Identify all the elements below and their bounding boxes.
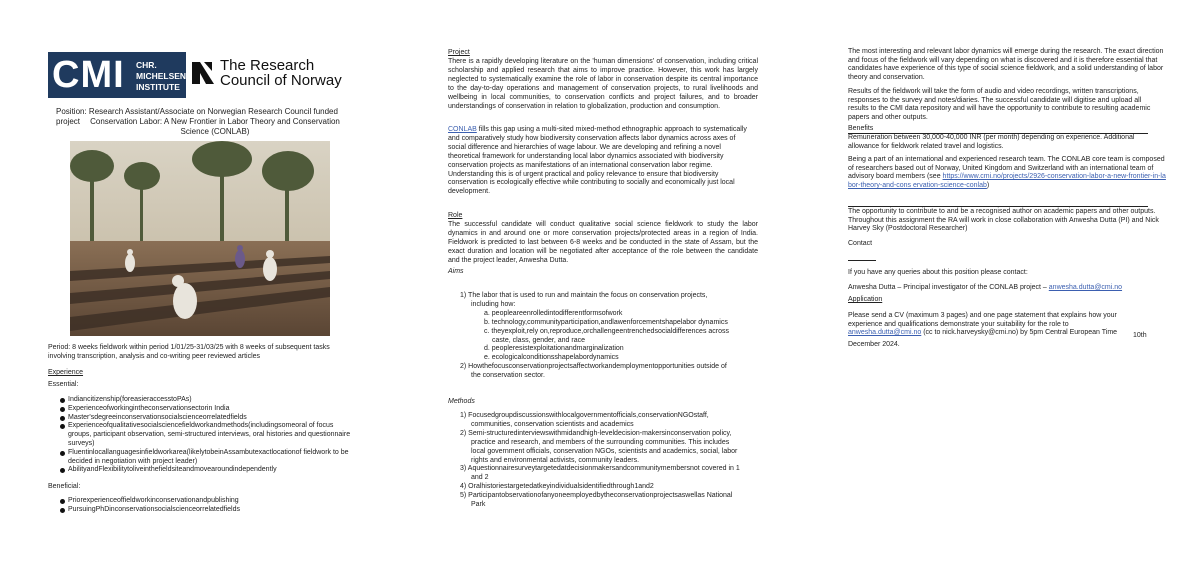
contact-heading: Contact [848,240,873,247]
conlab-paragraph: CONLAB fills this gap using a multi-sited mixed-method ethnographic approach to systematically and comparatively study how biodiversity conservation affects labor dynamics across axes of social difference and hierarchies of wage labour. We are developing and refining a novel theoretical framework for understanding local labor dynamics associated with biodiversity conservation projects as manifestations of an international conservation labor regime. Understanding this is of urgent practical and policy relevance to ensure that biodiversity conservation is ecologically effective while contributing to socially and economically just local development. [448,126,747,196]
benefits-heading: Benefits [848,125,874,132]
list-item: 1) Focusedgroupdiscussionswithlocalgovernmentofficials,conservationNGOstaff, communities, conservation scientists and academics [460,412,709,428]
essential-label: Essential: [48,381,79,388]
contact-person: Anwesha Dutta – Principal investigator of the CONLAB project – anwesha.dutta@cmi.no [848,284,1123,291]
list-item: 2) Howthefocusconservationprojectsaffectworkandemploymentopportunities outside of the conservation sector. [460,363,727,380]
right-column [800,0,1200,566]
project-page-link[interactable]: https://www.cmi.no/projects/2926-conservation-labor-a-new-frontier-in-labor-theory-and-cons ervation-science-conlab [848,173,1166,190]
cmi-logo-text: CMI [52,54,125,96]
list-item: AbilityandFlexibilitytoliveinthefieldsiteandmovearoundindependently [48,466,358,475]
deadline-day: 10th [1133,332,1147,339]
list-item: Experienceofworkingintheconservationsectorin India [48,405,358,414]
middle-column [400,0,800,566]
list-item: Master'sdegreeinconservationsocialscienceorrelatedfields [48,414,358,423]
essential-list [48,396,358,475]
results-paragraph: Results of the fieldwork will take the form of audio and video recordings, written transcriptions, responses to the survey and notes/diaries. The successful candidate will digitise and upload all results to the CMI data repository and will have the opportunity to contribute to resulting academic papers and other outputs. [848,88,1151,122]
contact-email-link[interactable]: anwesha.dutta@cmi.no [1048,284,1123,291]
cmi-logo-subtext: CHR. MICHELSEN INSTITUTE [136,60,187,92]
list-item: Experienceofqualitativesocialsciencefieldworkandmethods(includingsomeoral of focus groups, participant observation, semi-structured interviews, oral histories and questionnaire surveys) [48,422,358,448]
aims-list [460,292,730,381]
team-paragraph: Being a part of an international and experienced research team. The CONLAB core team is composed of researchers based out of Norway, United Kingdom and Switzerland with an international team of advisory board members (see https://www.cmi.no/projects/2926-conservation-labor-a-new-frontier-in-labor-theory-and-cons ervation-science-conlab) [848,156,1166,190]
deadline-rest: December 2024. [848,341,900,348]
list-item: Fluentinlocallanguagesinfieldworkarea(likelytobeinAssambutexactlocationof fieldwork to be decided in negotiation with project leader) [48,449,358,467]
project-heading: Project [448,49,470,56]
period-text: Period: 8 weeks fieldwork within period 1/01/25-31/03/25 with 8 weeks of subsequent tasks involving transcription, analysis and co-writing peer reviewed articles [48,344,330,360]
role-heading: Role [448,212,463,219]
aims-heading: Aims [448,268,464,275]
methods-list [460,412,740,510]
list-item: 3) Aquestionnairesurveytargetedatdecisionmakersandcommunitymembersnot covered in 1 and 2 [460,465,740,482]
methods-heading: Methods [448,398,475,405]
cmi-logo [48,52,186,98]
list-item: Priorexperienceoffieldworkinconservationandpublishing [48,497,358,506]
project-paragraph: There is a rapidly developing literature on the 'human dimensions' of conservation, including critical scholarship and applied research that aims to improve practice. However, this work has largely neglected to systematically examine the role of labor in conservation despite its central importance to the day-to-day operations and management of conservation projects, to rural livelihoods and wellbeing in local communities, to conservation conflicts and project failures, and to broader understandings of conservation in relation to globalization, production and consumption. [448,58,758,110]
project-label: project [56,117,81,126]
list-item: PursuingPhDinconservationsocialscienceorrelatedfields [48,506,358,515]
remuneration-text: Remuneration between 30,000-40,000 INR (per month) depending on experience. Additional allowance for fieldwork related travel and logistics. [848,134,1135,150]
left-column [0,0,400,566]
beneficial-label: Beneficial: [48,483,81,490]
conlab-link[interactable]: CONLAB [448,126,477,133]
role-paragraph: The successful candidate will conduct qualitative social science fieldwork to study the labor dynamics in and around one or more conservation projects/protected areas in a region of India. Fieldwork is predicted to last between 6-8 weeks and be conducted in the state of Assam, but the exact duration and location will be negotiated after acceptance of the role between the candidate and the project leader, Anwesha Dutta. [448,221,758,264]
divider [848,206,1148,207]
rcn-logo-mark-icon [192,62,214,84]
apply-paragraph: Please send a CV (maximum 3 pages) and one page statement that explains how your experience and qualifications demonstrate your suitability for the role to anwesha.dutta@cmi.no (cc to nick.harveysky@cmi.no) by 5pm Central European Time [848,312,1118,337]
fieldwork-photo [70,141,330,336]
queries-text: If you have any queries about this position please contact: [848,269,1028,276]
list-item: b. technology,communityparticipation,andlawenforcementshapelabor dynamics [484,318,728,326]
position-line: Position: Research Assistant/Associate on Norwegian Research Council funded [56,107,338,116]
divider [848,260,876,261]
list-item: e. ecologicalconditionsshapelabordynamics [484,354,619,362]
list-item: 2) Semi-structuredinterviewswithmidandhigh-leveldecision-makersinconservation policy, practice and research, and members of the surrounding communities. This includes local government officials, conservation NGOs, scientists and academics, social, labor rights and environmental activists, community leaders. [460,429,738,464]
list-item: a. peopleareenrolledintodifferentformsofwork [484,309,623,317]
rcn-logo-text: The Research Council of Norway [220,57,342,89]
experience-heading: Experience [48,369,84,376]
opportunity-paragraph: The opportunity to contribute to and be a recognised author on academic papers and other outputs. Throughout this assignment the RA will work in close collaboration with Anwesha Dutta (PI) and Nick Harvey Sky (Postdoctoral Researcher) [848,208,1159,233]
list-item: 1) The labor that is used to run and maintain the focus on conservation projects, including how: [460,292,708,308]
list-item: d. peopleresistexploitationandmarginalization [484,345,624,353]
beneficial-list [48,497,358,515]
project-title: Conservation Labor: A New Frontier in Labor Theory and Conservation Science (CONLAB) [90,117,340,136]
apply-email-link[interactable]: anwesha.dutta@cmi.no [848,329,922,337]
application-heading: Application [848,296,883,303]
list-item: 4) Oralhistoriestargetedatkeyindividualsidentifiedthrough1and2 [460,483,654,491]
list-item: 5) Participantobservationofanyoneemployedbytheconservationprojectsaswellas National Park [460,492,733,509]
intro-paragraph: The most interesting and relevant labor dynamics will emerge during the research. The exact direction and focus of the fieldwork will vary depending on what is discovered and it is therefore essential that candidates have experience of this type of social science fieldwork, and a solid understanding of labor theory and conservation. [848,48,1164,82]
list-item: c. theyexploit,rely on,reproduce,orchallengeentrenchedsocialdifferences across caste, class, gender, and race [484,327,730,344]
list-item: Indiancitizenship(foreasieraccesstoPAs) [48,396,358,405]
